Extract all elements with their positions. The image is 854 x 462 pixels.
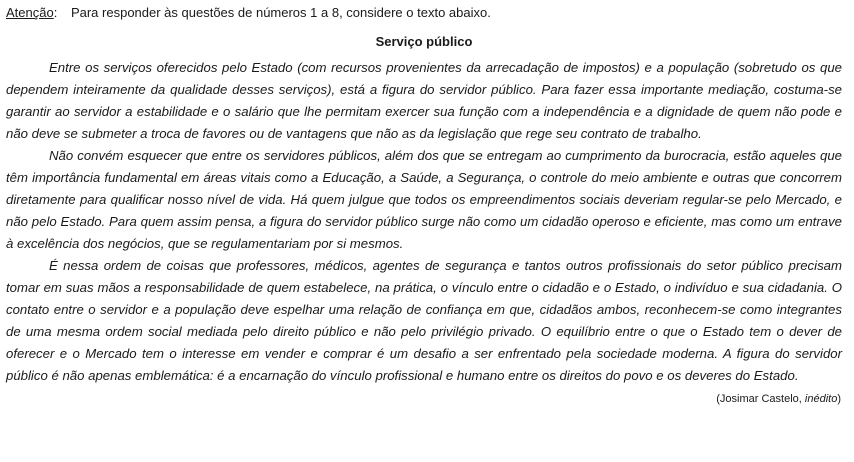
text-title: Serviço público [375,34,473,49]
notice-text: Para responder às questões de números 1 a 8, considere o texto abaixo. [70,5,491,20]
document-page [6,4,842,407]
source-citation [6,391,842,407]
paragraph-3: É nessa ordem de coisas que professores, médicos, agentes de segurança e tantos outros profissionais do setor público precisam tomar em suas mãos a responsabilidade de quem estabelece, na prática, o vínculo entre o cidadão e o Estado, o indivíduo e sua cidadania. O contato entre o servidor e a população deve espelhar uma relação de confiança em que, cidadãos ambos, reconhecem-se como integrantes de uma mesma ordem social mediada pelo direito público e não pelo privilégio privado. O equilíbrio entre o que o Estado tem o dever de oferecer e o Mercado tem o interesse em vender e comprar é um desafio a ser enfrentado pela sociedade moderna. A figura do servidor público é não apenas emblemática: é a encarnação do vínculo profissional e humano entre os direitos do povo e os deveres do Estado. [6,258,842,383]
source-work: inédito [804,393,838,405]
text-body [6,57,842,387]
paragraph-2: Não convém esquecer que entre os servidores públicos, além dos que se entregam ao cumprimento da burocracia, estão aqueles que têm importância fundamental em áreas vitais como a Educação, a Saúde, a Segurança, o controle do meio ambiente e outras que concorrem diretamente para qualificar nosso nível de vida. Há quem julgue que todos os empreendimentos sociais deveriam regular-se pelo Mercado, e não pelo Estado. Para quem assim pensa, a figura do servidor público surge não como um cidadão operoso e eficiente, mas como um entrave à excelência dos negócios, que se regulamentariam por si mesmos. [6,148,842,251]
notice-label: Atenção [6,5,54,20]
source-author: Josimar Castelo [719,393,799,405]
paragraph-1: Entre os serviços oferecidos pelo Estado (com recursos provenientes da arrecadação de impostos) e a população (sobretudo os que dependem inteiramente da qualidade desses serviços), está a figura do servidor público. Para fazer essa importante mediação, costuma-se garantir ao servidor a estabilidade e o salário que lhe permitam exercer sua função com a independência e a dignidade de quem não pode e não deve se submeter a troca de favores ou de vantagens que não as da legislação que rege seu contrato de trabalho. [6,60,842,141]
instructions-notice [6,4,842,22]
source-open-paren: ( [716,393,720,405]
source-close-paren: ) [837,393,841,405]
source-separator: , [798,393,805,405]
notice-colon: : [53,5,58,20]
